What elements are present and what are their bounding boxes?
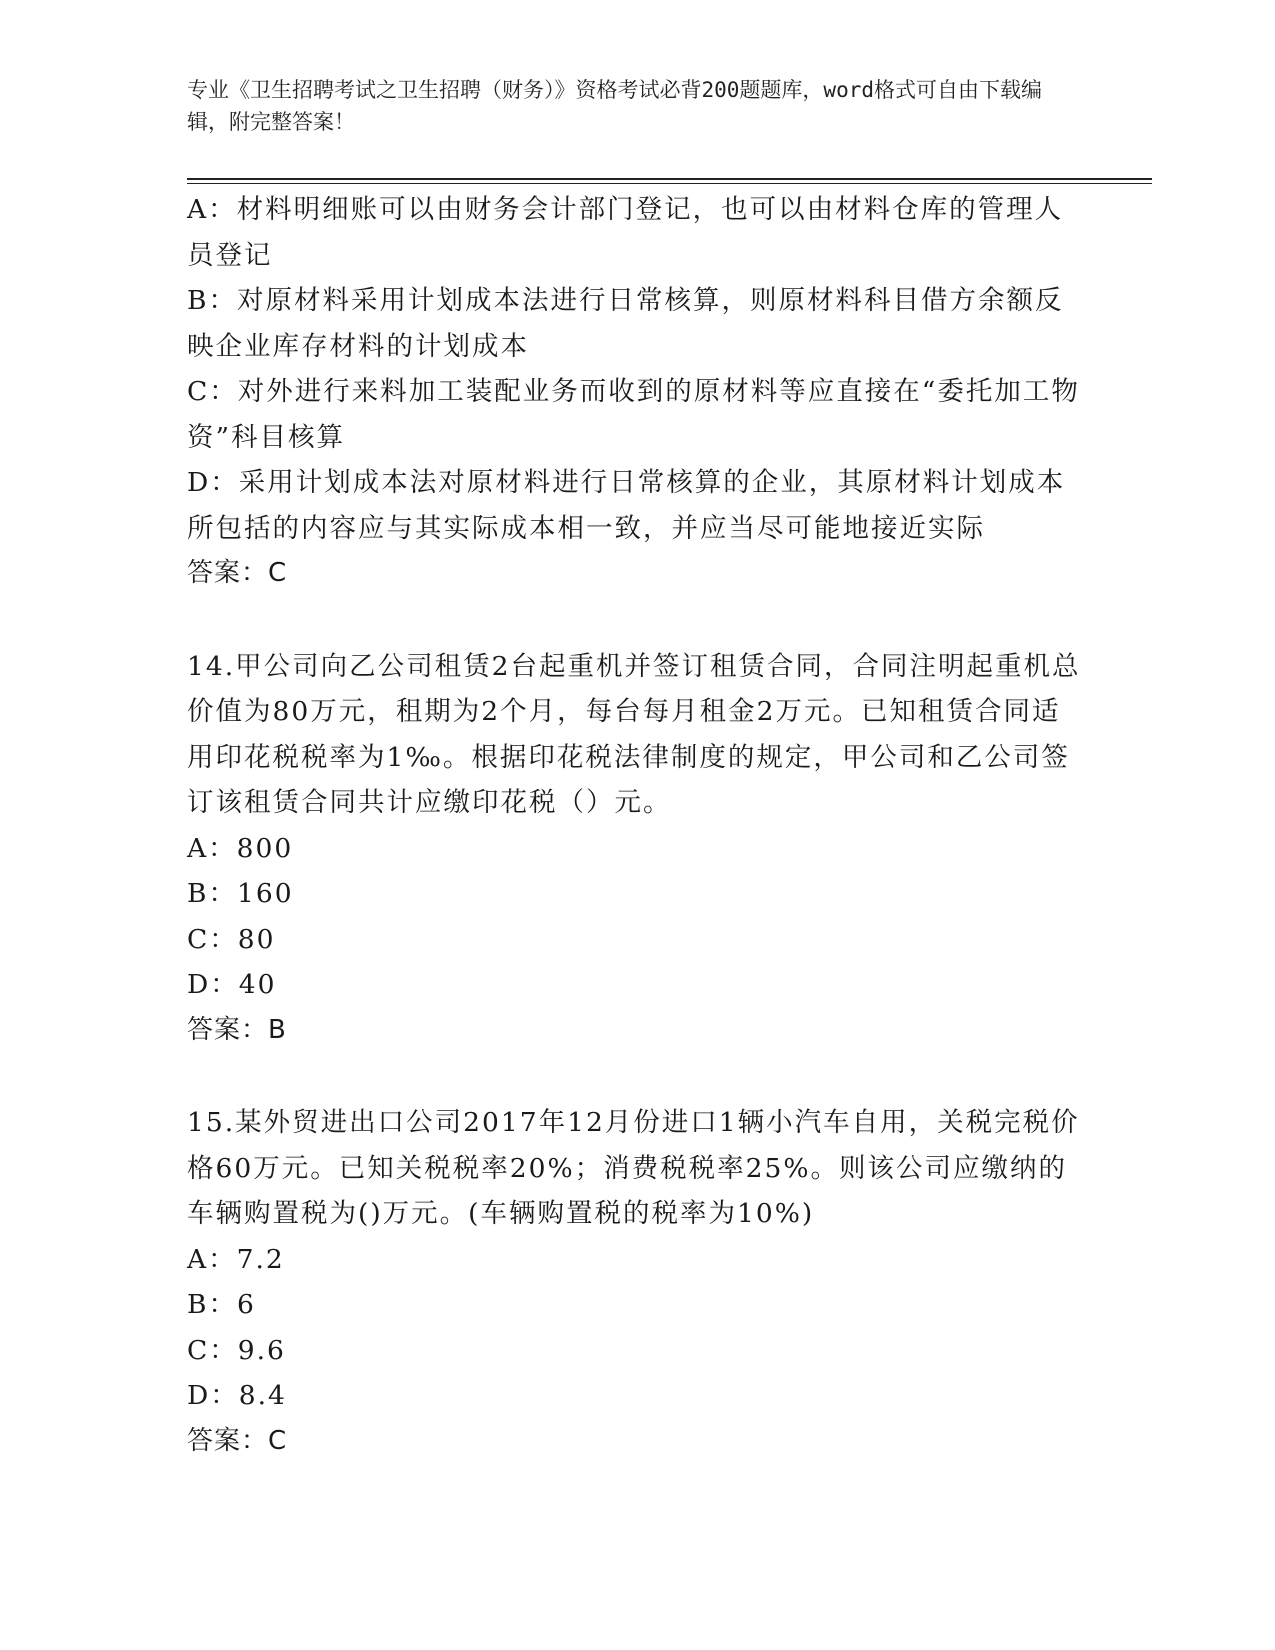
- q15-stem: 15.某外贸进出口公司2017年12月份进口1辆小汽车自用，关税完税价格60万元。已知关税税率20%；消费税税率25%。则该公司应缴纳的车辆购置税为()万元。(车辆购置税的税率为10%): [187, 1107, 1080, 1229]
- q14-option-a: A：800: [187, 832, 294, 864]
- q15-option-b: B：6: [187, 1289, 256, 1320]
- question-15-block: [187, 1100, 1087, 1464]
- q14-option-d: D：40: [187, 969, 277, 1000]
- q13-option-b: B：对原材料采用计划成本法进行日常核算，则原材料科目借方余额反映企业库存材料的计划成本: [187, 285, 1064, 362]
- q15-option-d: D：8.4: [187, 1380, 287, 1411]
- q13-option-a: A：材料明细账可以由财务会计部门登记，也可以由材料仓库的管理人员登记: [187, 194, 1064, 271]
- q13-option-d: D：采用计划成本法对原材料进行日常核算的企业，其原材料计划成本所包括的内容应与其实际成本相一致，并应当尽可能地接近实际: [187, 467, 1066, 544]
- q15-answer: 答案：C: [187, 1425, 288, 1456]
- q14-option-c: C：80: [187, 923, 276, 955]
- header-divider: [187, 178, 1152, 180]
- q15-option-a: A：7.2: [187, 1243, 285, 1275]
- q15-option-c: C：9.6: [187, 1334, 286, 1366]
- q14-stem: 14.甲公司向乙公司租赁2台起重机并签订租赁合同，合同注明起重机总价值为80万元，租期为2个月，每台每月租金2万元。已知租赁合同适用印花税税率为1‰。根据印花税法律制度的规定，甲公司和乙公司签订该租赁合同共计应缴印花税（）元。: [187, 650, 1081, 818]
- document-body: [187, 187, 1087, 1464]
- q13-answer: 答案：C: [187, 558, 288, 588]
- question-14-block: [187, 644, 1087, 1054]
- q13-option-c: C：对外进行来料加工装配业务而收到的原材料等应直接在“委托加工物资”科目核算: [187, 376, 1080, 453]
- question-13-block: [187, 187, 1087, 597]
- q14-option-b: B：160: [187, 878, 294, 909]
- page-header-title: 专业《卫生招聘考试之卫生招聘（财务）》资格考试必背200题题库，word格式可自由下载编辑，附完整答案！: [187, 78, 1042, 134]
- q14-answer: 答案：B: [187, 1014, 287, 1045]
